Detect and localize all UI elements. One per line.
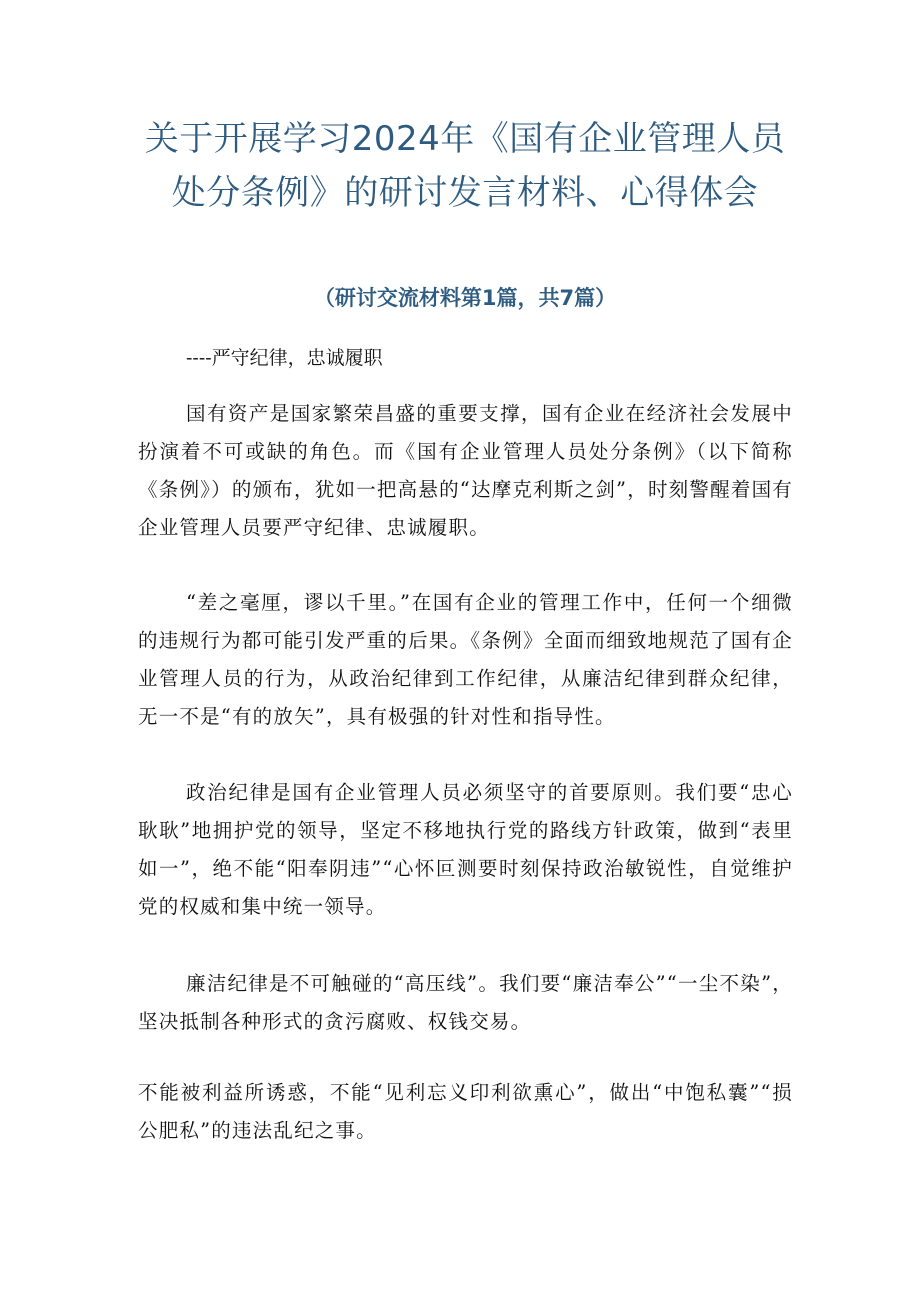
theme-line: ----严守纪律，忠诚履职 [186, 347, 383, 369]
paragraph-2: “差之毫厘，谬以千里。”在国有企业的管理工作中，任何一个细微的违规行为都可能引发严重的后果。《条例》全面而细致地规范了国有企业管理人员的行为，从政治纪律到工作纪律，从廉洁纪律到群众纪律，无一不是“有的放矢”，具有极强的针对性和指导性。 [138, 591, 793, 728]
title-line-2: 处分条例》的研讨发言材料、心得体会 [171, 173, 759, 213]
paragraph-1: 国有资产是国家繁荣昌盛的重要支撑，国有企业在经济社会发展中扮演着不可或缺的角色。而《国有企业管理人员处分条例》（以下简称《条例》）的颁布，犹如一把高悬的“达摩克利斯之剑”，时刻警醒着国有企业管理人员要严守纪律、忠诚履职。 [138, 402, 793, 539]
document-subtitle: （研讨交流材料第1篇，共7篇） [313, 286, 617, 310]
title-line-1: 关于开展学习2024年《国有企业管理人员 [144, 119, 786, 159]
document-title [120, 112, 810, 220]
paragraph-4: 廉洁纪律是不可触碰的“高压线”。我们要“廉洁奉公”“一尘不染”，坚决抵制各种形式的贪污腐败、权钱交易。 [138, 972, 793, 1033]
paragraph-3: 政治纪律是国有企业管理人员必须坚守的首要原则。我们要“忠心耿耿”地拥护党的领导，坚定不移地执行党的路线方针政策，做到“表里如一”，绝不能“阳奉阴违”“心怀叵测要时刻保持政治敏锐性，自觉维护党的权威和集中统一领导。 [138, 781, 793, 918]
paragraph-5: 不能被利益所诱惑，不能“见利忘义印利欲熏心”，做出“中饱私囊”“损公肥私”的违法乱纪之事。 [138, 1081, 793, 1142]
